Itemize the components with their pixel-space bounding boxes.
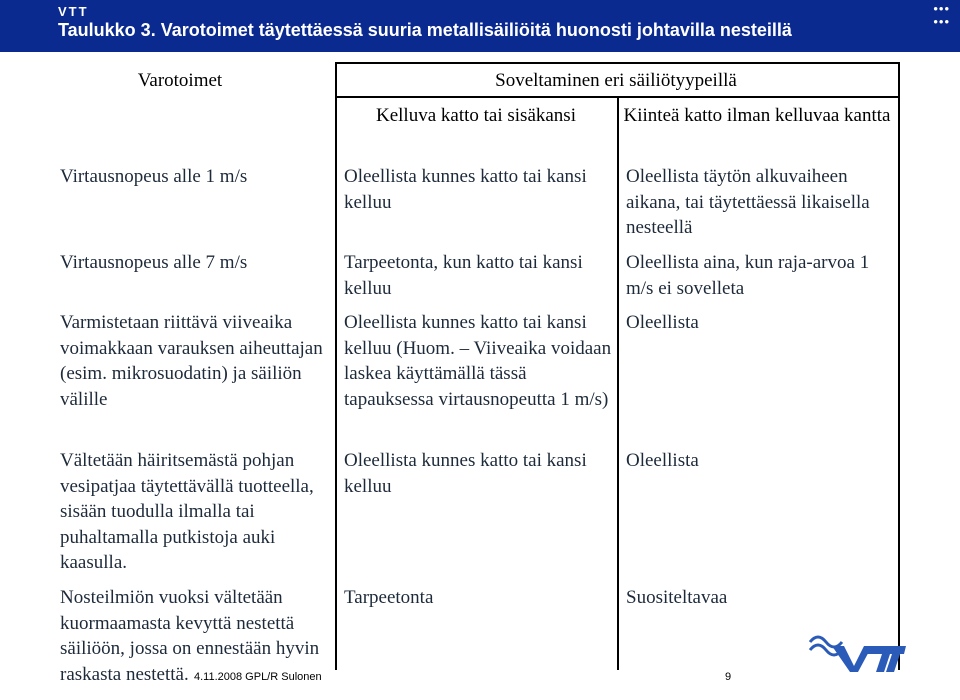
- table-border-left: [335, 62, 337, 670]
- row2-floating: Tarpeetonta, kun katto tai kansi kelluu: [344, 252, 583, 299]
- vtt-logo-icon: [808, 628, 908, 677]
- row2-fixed: Oleellista aina, kun raja-arvoa 1 m/s ei sovelleta: [626, 252, 870, 299]
- brand-label: VTT: [58, 4, 89, 19]
- footer-date-author: 4.11.2008 GPL/R Sulonen: [194, 671, 322, 683]
- col-header-group: Soveltaminen eri säiliötyypeillä: [495, 70, 737, 91]
- col-header-varotoimet: Varotoimet: [137, 70, 223, 91]
- row1-floating: Oleellista kunnes katto tai kansi kelluu: [344, 166, 587, 213]
- row4-precaution: Vältetään häiritsemästä pohjan vesipatjaa täytettävällä tuotteella, sisään tuodulla ilmalla tai puhaltamalla putkistoja auki kaasulla.: [60, 450, 314, 573]
- table-column-divider: [617, 96, 619, 670]
- row1-precaution: Virtausnopeus alle 1 m/s: [60, 166, 248, 187]
- row5-precaution: Nosteilmiön vuoksi vältetään kuormaamasta kevyttä nestettä säiliöön, jossa on ennestään hyvin raskasta nestettä.: [60, 587, 320, 685]
- row4-fixed: Oleellista: [626, 450, 699, 471]
- page-number: 9: [725, 671, 732, 683]
- table-border-top: [335, 62, 900, 64]
- row5-floating: Tarpeetonta: [344, 587, 434, 608]
- row3-floating: Oleellista kunnes katto tai kansi kelluu (Huom. – Viiveaika voidaan laskea käyttämällä tässä tapauksessa virtausnopeutta 1 m/s): [344, 312, 612, 410]
- table-border-right: [898, 62, 900, 670]
- row4-floating: Oleellista kunnes katto tai kansi kelluu: [344, 450, 587, 497]
- row2-precaution: Virtausnopeus alle 7 m/s: [60, 252, 248, 273]
- header-bar: [0, 0, 960, 52]
- row1-fixed: Oleellista täytön alkuvaiheen aikana, tai täytettäessä likaisella nesteellä: [626, 166, 870, 238]
- col-header-fixed: Kiinteä katto ilman kelluvaa kantta: [623, 105, 891, 126]
- row3-precaution: Varmistetaan riittävä viiveaika voimakkaan varauksen aiheuttajan (esim. mikrosuodatin) ja säiliön välille: [60, 312, 323, 410]
- row5-fixed: Suositeltavaa: [626, 587, 728, 608]
- row3-fixed: Oleellista: [626, 312, 699, 333]
- slide-title: Taulukko 3. Varotoimet täytettäessä suuria metallisäiliöitä huonosti johtavilla nesteillä: [58, 20, 792, 40]
- col-header-floating: Kelluva katto tai sisäkansi: [376, 105, 576, 126]
- dots-decoration: ••• •••: [933, 1, 950, 29]
